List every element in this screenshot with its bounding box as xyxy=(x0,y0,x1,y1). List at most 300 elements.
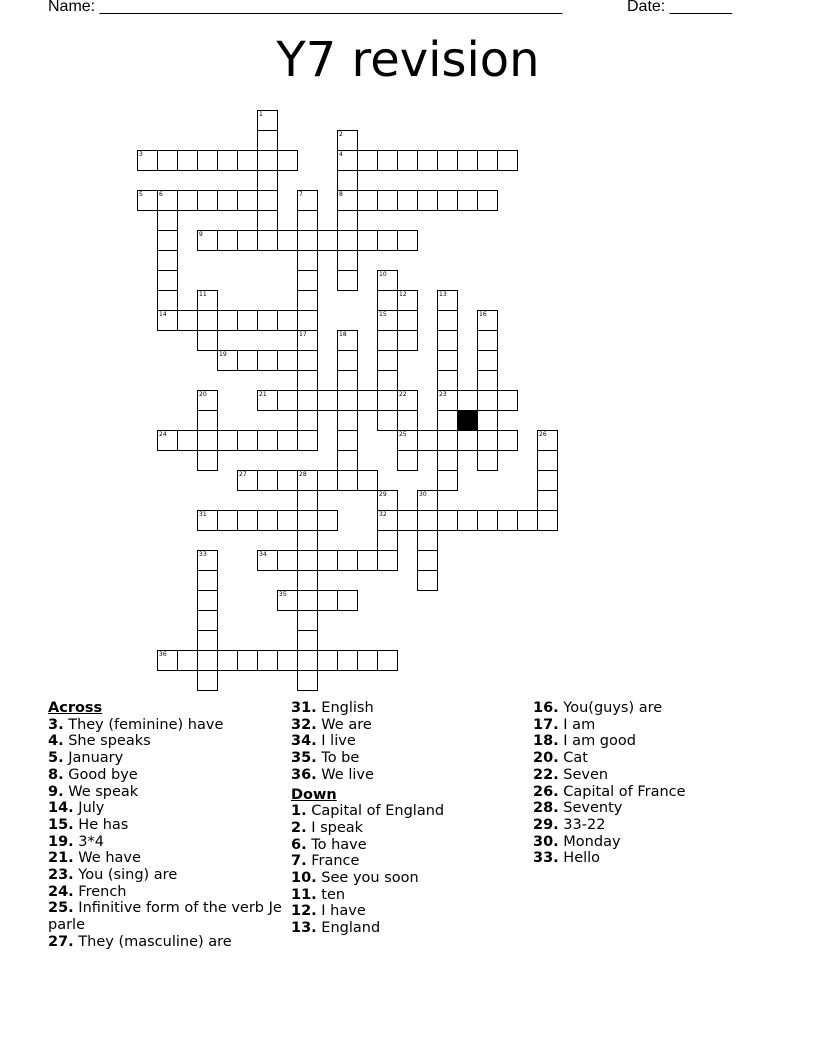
clue-number: 30. xyxy=(533,833,559,850)
grid-cell[interactable] xyxy=(257,190,278,211)
grid-cell[interactable] xyxy=(257,170,278,191)
clue-item xyxy=(291,733,521,750)
grid-cell[interactable] xyxy=(197,550,218,571)
grid-cell[interactable] xyxy=(257,430,278,451)
grid-cell[interactable] xyxy=(397,450,418,471)
grid-cell[interactable] xyxy=(437,310,458,331)
grid-cell[interactable] xyxy=(377,230,398,251)
grid-cell[interactable] xyxy=(477,390,498,411)
grid-cell[interactable] xyxy=(337,270,358,291)
grid-cell[interactable] xyxy=(177,150,198,171)
grid-cell[interactable] xyxy=(157,250,178,271)
grid-cell[interactable] xyxy=(417,570,438,591)
grid-cell[interactable] xyxy=(157,210,178,231)
grid-cell[interactable] xyxy=(197,230,218,251)
clue-text: To be xyxy=(316,750,360,767)
clue-number: 11. xyxy=(291,886,317,903)
grid-cell[interactable] xyxy=(457,150,478,171)
grid-cell[interactable] xyxy=(357,150,378,171)
grid-cell[interactable] xyxy=(237,650,258,671)
grid-cell[interactable] xyxy=(397,390,418,411)
clue-item xyxy=(291,717,521,734)
clue-number: 27. xyxy=(48,933,74,950)
clue-text: See you soon xyxy=(316,870,419,887)
grid-cell[interactable] xyxy=(277,350,298,371)
clue-number: 23. xyxy=(48,867,74,884)
grid-cell[interactable] xyxy=(477,370,498,391)
grid-cell[interactable] xyxy=(337,210,358,231)
clue-number: 12. xyxy=(291,903,317,920)
clue-text: We are xyxy=(316,716,372,733)
clue-text: Capital of England xyxy=(306,803,445,820)
cell-number: 16 xyxy=(479,311,487,318)
grid-cell[interactable] xyxy=(477,330,498,351)
grid-cell[interactable] xyxy=(397,430,418,451)
clues-column-3 xyxy=(533,700,773,867)
grid-cell[interactable] xyxy=(317,650,338,671)
cell-number: 24 xyxy=(159,431,167,438)
grid-cell[interactable] xyxy=(237,430,258,451)
clue-item xyxy=(291,853,521,870)
cell-number: 10 xyxy=(379,271,387,278)
clue-text: We speak xyxy=(63,783,139,800)
grid-cell[interactable] xyxy=(297,330,318,351)
clue-item xyxy=(533,784,773,801)
clue-item xyxy=(533,850,773,867)
clue-number: 36. xyxy=(291,766,317,783)
grid-cell[interactable] xyxy=(297,430,318,451)
cell-number: 32 xyxy=(379,511,387,518)
grid-cell[interactable] xyxy=(397,410,418,431)
grid-cell[interactable] xyxy=(237,510,258,531)
grid-cell[interactable] xyxy=(517,510,538,531)
clue-item xyxy=(533,717,773,734)
clue-item xyxy=(291,750,521,767)
grid-cell[interactable] xyxy=(417,430,438,451)
grid-cell[interactable] xyxy=(197,310,218,331)
grid-cell[interactable] xyxy=(377,350,398,371)
grid-cell[interactable] xyxy=(357,470,378,491)
grid-cell[interactable] xyxy=(437,390,458,411)
cell-number: 19 xyxy=(219,351,227,358)
clue-item xyxy=(48,817,283,834)
cell-number: 25 xyxy=(399,431,407,438)
grid-cell[interactable] xyxy=(437,370,458,391)
grid-cell[interactable] xyxy=(297,370,318,391)
clue-number: 8. xyxy=(48,766,64,783)
grid-cell[interactable] xyxy=(397,510,418,531)
grid-cell[interactable] xyxy=(277,590,298,611)
grid-cell[interactable] xyxy=(297,570,318,591)
clue-item xyxy=(48,867,283,884)
grid-cell[interactable] xyxy=(197,630,218,651)
clue-text: I live xyxy=(316,733,356,750)
clue-text: July xyxy=(73,800,105,817)
grid-cell[interactable] xyxy=(257,130,278,151)
grid-cell[interactable] xyxy=(257,470,278,491)
grid-cell[interactable] xyxy=(337,230,358,251)
grid-cell[interactable] xyxy=(237,470,258,491)
grid-cell[interactable] xyxy=(297,310,318,331)
clue-text: We live xyxy=(316,766,374,783)
cell-number: 6 xyxy=(159,191,163,198)
clue-text: To have xyxy=(306,836,367,853)
grid-cell[interactable] xyxy=(157,290,178,311)
grid-cell[interactable] xyxy=(477,450,498,471)
grid-cell[interactable] xyxy=(197,610,218,631)
clue-text: Hello xyxy=(558,850,601,867)
cell-number: 20 xyxy=(199,391,207,398)
grid-cell[interactable] xyxy=(377,330,398,351)
clue-text: I speak xyxy=(306,819,364,836)
grid-cell[interactable] xyxy=(297,210,318,231)
grid-cell[interactable] xyxy=(417,150,438,171)
cell-number: 21 xyxy=(259,391,267,398)
grid-cell[interactable] xyxy=(417,190,438,211)
cell-number: 33 xyxy=(199,551,207,558)
grid-cell[interactable] xyxy=(337,410,358,431)
cell-number: 28 xyxy=(299,471,307,478)
grid-cell[interactable] xyxy=(197,590,218,611)
clue-number: 21. xyxy=(48,850,74,867)
grid-cell[interactable] xyxy=(297,390,318,411)
clue-item xyxy=(48,767,283,784)
grid-cell[interactable] xyxy=(177,310,198,331)
grid-cell[interactable] xyxy=(297,350,318,371)
clue-text: You (sing) are xyxy=(73,867,178,884)
grid-cell[interactable] xyxy=(197,150,218,171)
clue-number: 35. xyxy=(291,750,317,767)
grid-cell[interactable] xyxy=(477,410,498,431)
grid-cell[interactable] xyxy=(377,390,398,411)
grid-cell[interactable] xyxy=(417,510,438,531)
grid-cell[interactable] xyxy=(297,670,318,691)
clue-text: She speaks xyxy=(63,733,151,750)
grid-cell[interactable] xyxy=(357,190,378,211)
grid-cell[interactable] xyxy=(217,430,238,451)
grid-cell[interactable] xyxy=(377,650,398,671)
across-heading: Across xyxy=(48,700,103,716)
clue-number: 18. xyxy=(533,733,559,750)
grid-cell[interactable] xyxy=(277,230,298,251)
grid-cell[interactable] xyxy=(497,150,518,171)
clue-item xyxy=(533,767,773,784)
grid-cell[interactable] xyxy=(277,390,298,411)
grid-cell[interactable] xyxy=(237,230,258,251)
cell-number: 30 xyxy=(419,491,427,498)
clue-item xyxy=(291,820,521,837)
grid-cell[interactable] xyxy=(357,550,378,571)
grid-cell[interactable] xyxy=(397,150,418,171)
grid-cell[interactable] xyxy=(277,310,298,331)
grid-cell[interactable] xyxy=(457,390,478,411)
grid-cell[interactable] xyxy=(197,430,218,451)
grid-cell[interactable] xyxy=(437,330,458,351)
grid-cell[interactable] xyxy=(297,490,318,511)
grid-cell[interactable] xyxy=(337,430,358,451)
grid-cell[interactable] xyxy=(217,230,238,251)
cell-number: 23 xyxy=(439,391,447,398)
grid-cell[interactable] xyxy=(257,550,278,571)
grid-cell[interactable] xyxy=(157,150,178,171)
grid-cell[interactable] xyxy=(297,270,318,291)
grid-cell[interactable] xyxy=(157,190,178,211)
grid-cell[interactable] xyxy=(337,590,358,611)
clue-text: He has xyxy=(73,816,129,833)
grid-cell[interactable] xyxy=(197,570,218,591)
cell-number: 18 xyxy=(339,331,347,338)
clue-number: 32. xyxy=(291,716,317,733)
clue-item xyxy=(48,934,283,951)
clues-column-2 xyxy=(291,700,521,937)
grid-cell[interactable] xyxy=(397,330,418,351)
grid-cell[interactable] xyxy=(417,550,438,571)
grid-cell[interactable] xyxy=(197,510,218,531)
grid-cell[interactable] xyxy=(337,390,358,411)
grid-cell[interactable] xyxy=(197,290,218,311)
clue-number: 2. xyxy=(291,819,307,836)
grid-cell[interactable] xyxy=(297,250,318,271)
grid-cell[interactable] xyxy=(337,650,358,671)
across-clue-list-continued xyxy=(291,700,521,784)
cell-number: 11 xyxy=(199,291,207,298)
grid-cell[interactable] xyxy=(297,590,318,611)
grid-cell[interactable] xyxy=(217,150,238,171)
grid-cell[interactable] xyxy=(257,510,278,531)
grid-cell[interactable] xyxy=(477,430,498,451)
grid-cell[interactable] xyxy=(337,330,358,351)
grid-cell[interactable] xyxy=(277,550,298,571)
grid-cell[interactable] xyxy=(337,450,358,471)
grid-cell[interactable] xyxy=(337,370,358,391)
grid-cell[interactable] xyxy=(197,330,218,351)
grid-cell[interactable] xyxy=(297,290,318,311)
clue-text: France xyxy=(306,853,360,870)
cell-number: 15 xyxy=(379,311,387,318)
grid-cell[interactable] xyxy=(377,490,398,511)
clue-text: I am xyxy=(558,716,596,733)
grid-cell[interactable] xyxy=(217,510,238,531)
clue-text: ten xyxy=(316,886,346,903)
grid-cell[interactable] xyxy=(437,410,458,431)
grid-cell[interactable] xyxy=(217,190,238,211)
grid-cell[interactable] xyxy=(397,190,418,211)
cell-number: 7 xyxy=(299,191,303,198)
grid-cell[interactable] xyxy=(437,350,458,371)
grid-cell[interactable] xyxy=(197,650,218,671)
grid-cell[interactable] xyxy=(217,350,238,371)
grid-cell[interactable] xyxy=(217,650,238,671)
grid-cell[interactable] xyxy=(297,470,318,491)
cell-number: 36 xyxy=(159,651,167,658)
grid-cell[interactable] xyxy=(497,510,518,531)
grid-cell[interactable] xyxy=(257,150,278,171)
grid-cell[interactable] xyxy=(477,190,498,211)
grid-cell[interactable] xyxy=(297,410,318,431)
grid-cell[interactable] xyxy=(457,510,478,531)
grid-cell[interactable] xyxy=(337,250,358,271)
grid-cell[interactable] xyxy=(297,630,318,651)
grid-cell[interactable] xyxy=(537,470,558,491)
grid-cell[interactable] xyxy=(257,110,278,131)
grid-cell[interactable] xyxy=(157,650,178,671)
grid-cell[interactable] xyxy=(417,490,438,511)
cell-number: 5 xyxy=(139,191,143,198)
grid-cell[interactable] xyxy=(377,510,398,531)
grid-cell[interactable] xyxy=(337,350,358,371)
clue-number: 29. xyxy=(533,816,559,833)
grid-cell[interactable] xyxy=(397,290,418,311)
grid-cell[interactable] xyxy=(237,190,258,211)
grid-cell[interactable] xyxy=(257,310,278,331)
grid-cell[interactable] xyxy=(277,650,298,671)
cell-number: 1 xyxy=(259,111,263,118)
grid-cell[interactable] xyxy=(337,550,358,571)
cell-number: 2 xyxy=(339,131,343,138)
grid-cell[interactable] xyxy=(377,550,398,571)
grid-cell[interactable] xyxy=(257,230,278,251)
grid-cell[interactable] xyxy=(397,310,418,331)
grid-cell[interactable] xyxy=(157,430,178,451)
grid-cell[interactable] xyxy=(457,430,478,451)
grid-cell[interactable] xyxy=(157,270,178,291)
clue-item xyxy=(48,850,283,867)
grid-cell[interactable] xyxy=(277,150,298,171)
grid-cell[interactable] xyxy=(317,510,338,531)
grid-cell[interactable] xyxy=(297,530,318,551)
grid-cell[interactable] xyxy=(237,350,258,371)
clue-item xyxy=(533,733,773,750)
cell-number: 3 xyxy=(139,151,143,158)
grid-cell[interactable] xyxy=(197,190,218,211)
grid-cell[interactable] xyxy=(377,190,398,211)
grid-cell[interactable] xyxy=(537,450,558,471)
grid-cell[interactable] xyxy=(437,190,458,211)
clue-number: 6. xyxy=(291,836,307,853)
grid-cell[interactable] xyxy=(277,430,298,451)
grid-cell[interactable] xyxy=(497,430,518,451)
clue-text: They (feminine) have xyxy=(63,716,224,733)
clue-number: 20. xyxy=(533,750,559,767)
grid-cell[interactable] xyxy=(477,510,498,531)
grid-cell[interactable] xyxy=(317,550,338,571)
grid-cell[interactable] xyxy=(277,510,298,531)
cell-number: 29 xyxy=(379,491,387,498)
grid-cell[interactable] xyxy=(477,350,498,371)
grid-cell[interactable] xyxy=(437,430,458,451)
grid-cell[interactable] xyxy=(437,450,458,471)
clue-item xyxy=(533,834,773,851)
down-clue-list xyxy=(291,803,521,937)
clue-number: 15. xyxy=(48,816,74,833)
grid-cell[interactable] xyxy=(137,190,158,211)
grid-cell[interactable] xyxy=(417,530,438,551)
grid-cell[interactable] xyxy=(337,130,358,151)
grid-cell[interactable] xyxy=(357,230,378,251)
grid-cell[interactable] xyxy=(257,390,278,411)
grid-cell[interactable] xyxy=(317,230,338,251)
grid-cell[interactable] xyxy=(297,610,318,631)
grid-cell[interactable] xyxy=(497,390,518,411)
grid-cell[interactable] xyxy=(377,150,398,171)
grid-cell[interactable] xyxy=(437,290,458,311)
grid-cell[interactable] xyxy=(337,150,358,171)
grid-cell[interactable] xyxy=(257,210,278,231)
grid-cell[interactable] xyxy=(337,470,358,491)
grid-cell[interactable] xyxy=(377,370,398,391)
grid-cell[interactable] xyxy=(397,230,418,251)
grid-cell[interactable] xyxy=(377,290,398,311)
clue-number: 24. xyxy=(48,883,74,900)
grid-cell[interactable] xyxy=(257,350,278,371)
clue-item xyxy=(291,903,521,920)
grid-cell[interactable] xyxy=(297,190,318,211)
grid-cell[interactable] xyxy=(297,550,318,571)
grid-cell[interactable] xyxy=(317,590,338,611)
grid-cell[interactable] xyxy=(297,650,318,671)
name-field-label: Name: ____________________________________________________ xyxy=(48,0,563,15)
cell-number: 22 xyxy=(399,391,407,398)
grid-cell[interactable] xyxy=(197,670,218,691)
grid-cell[interactable] xyxy=(157,230,178,251)
grid-cell[interactable] xyxy=(477,310,498,331)
grid-cell[interactable] xyxy=(337,170,358,191)
clue-text: January xyxy=(63,750,124,767)
grid-cell[interactable] xyxy=(197,450,218,471)
grid-cell[interactable] xyxy=(457,190,478,211)
grid-cell[interactable] xyxy=(377,530,398,551)
grid-cell[interactable] xyxy=(177,650,198,671)
clue-item xyxy=(48,834,283,851)
grid-cell[interactable] xyxy=(177,430,198,451)
down-heading: Down xyxy=(291,786,337,803)
grid-cell[interactable] xyxy=(297,230,318,251)
grid-cell[interactable] xyxy=(237,150,258,171)
clue-number: 33. xyxy=(533,850,559,867)
grid-cell[interactable] xyxy=(157,310,178,331)
grid-cell[interactable] xyxy=(337,190,358,211)
grid-cell[interactable] xyxy=(537,490,558,511)
grid-cell[interactable] xyxy=(377,410,398,431)
grid-cell[interactable] xyxy=(537,430,558,451)
grid-cell[interactable] xyxy=(357,390,378,411)
grid-cell[interactable] xyxy=(377,270,398,291)
grid-cell[interactable] xyxy=(297,510,318,531)
grid-cell[interactable] xyxy=(317,390,338,411)
cell-number: 12 xyxy=(399,291,407,298)
grid-cell[interactable] xyxy=(177,190,198,211)
grid-cell[interactable] xyxy=(437,150,458,171)
grid-cell[interactable] xyxy=(537,510,558,531)
grid-cell[interactable] xyxy=(437,510,458,531)
grid-cell[interactable] xyxy=(257,650,278,671)
grid-cell[interactable] xyxy=(137,150,158,171)
grid-cell[interactable] xyxy=(477,150,498,171)
grid-cell[interactable] xyxy=(197,410,218,431)
grid-cell[interactable] xyxy=(317,470,338,491)
clue-item xyxy=(291,870,521,887)
grid-cell[interactable] xyxy=(217,310,238,331)
clue-number: 16. xyxy=(533,700,559,716)
clue-number: 14. xyxy=(48,800,74,817)
grid-cell[interactable] xyxy=(377,310,398,331)
clue-text: Good bye xyxy=(63,766,138,783)
grid-cell[interactable] xyxy=(237,310,258,331)
grid-cell[interactable] xyxy=(197,390,218,411)
grid-cell[interactable] xyxy=(437,470,458,491)
grid-cell[interactable] xyxy=(357,650,378,671)
grid-cell[interactable] xyxy=(277,470,298,491)
